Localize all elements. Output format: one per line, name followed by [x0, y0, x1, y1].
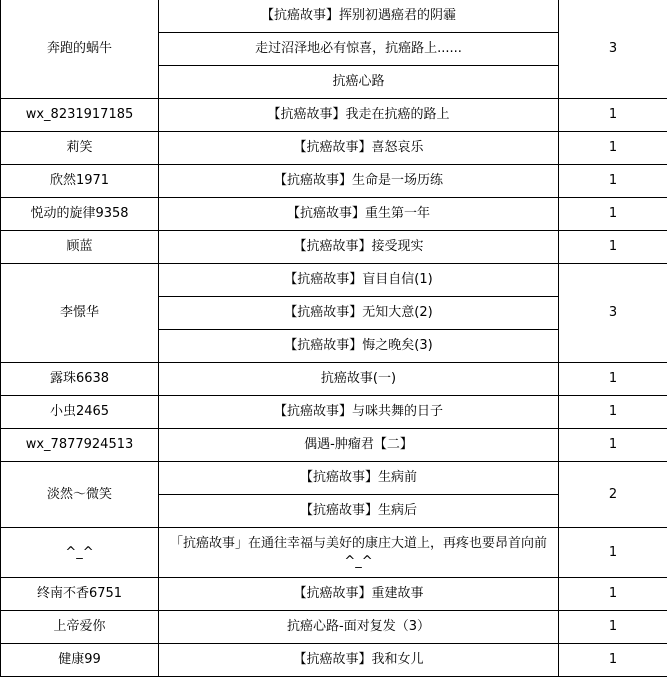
story-count-cell: 1: [559, 363, 667, 396]
story-title-cell: 抗癌心路: [159, 66, 559, 99]
story-count-cell: 1: [559, 396, 667, 429]
table-row: [1, 363, 667, 396]
table-row: [1, 644, 667, 677]
author-cell: ^_^: [1, 528, 159, 578]
author-cell: 莉笑: [1, 132, 159, 165]
story-title-cell: 【抗癌故事】盲目自信(1): [159, 264, 559, 297]
author-cell: 终南不香6751: [1, 578, 159, 611]
author-cell: 欣然1971: [1, 165, 159, 198]
story-title-cell: 【抗癌故事】无知大意(2): [159, 297, 559, 330]
table-row: [1, 165, 667, 198]
story-title-cell: 【抗癌故事】我和女儿: [159, 644, 559, 677]
story-count-cell: 1: [559, 132, 667, 165]
story-count-cell: 1: [559, 231, 667, 264]
author-cell: 奔跑的蜗牛: [1, 0, 159, 99]
author-cell: 健康99: [1, 644, 159, 677]
story-title-cell: 【抗癌故事】我走在抗癌的路上: [159, 99, 559, 132]
author-cell: 顾蓝: [1, 231, 159, 264]
story-count-cell: 1: [559, 198, 667, 231]
story-count-cell: 3: [559, 264, 667, 363]
story-title-cell: 【抗癌故事】接受现实: [159, 231, 559, 264]
story-title-cell: 走过沼泽地必有惊喜，抗癌路上......: [159, 33, 559, 66]
story-title-cell: 抗癌故事(一): [159, 363, 559, 396]
story-title-cell: 【抗癌故事】生命是一场历练: [159, 165, 559, 198]
story-title-cell: 【抗癌故事】与咪共舞的日子: [159, 396, 559, 429]
table-row: [1, 231, 667, 264]
story-count-cell: 1: [559, 578, 667, 611]
story-title-cell: 【抗癌故事】悔之晚矣(3): [159, 330, 559, 363]
table-row: [1, 264, 667, 297]
author-cell: wx_8231917185: [1, 99, 159, 132]
author-cell: 上帝爱你: [1, 611, 159, 644]
table-row: [1, 0, 667, 33]
story-table-body: [1, 0, 667, 677]
table-row: [1, 578, 667, 611]
story-count-cell: 1: [559, 611, 667, 644]
story-title-cell: 【抗癌故事】生病后: [159, 495, 559, 528]
table-row: [1, 429, 667, 462]
story-title-cell: 偶遇-肿瘤君【二】: [159, 429, 559, 462]
story-count-cell: 1: [559, 528, 667, 578]
story-count-cell: 1: [559, 165, 667, 198]
table-row: [1, 198, 667, 231]
story-title-cell: 「抗癌故事」在通往幸福与美好的康庄大道上，再疼也要昂首向前^_^: [159, 528, 559, 578]
story-count-cell: 2: [559, 462, 667, 528]
author-cell: 李憬华: [1, 264, 159, 363]
author-cell: 淡然～微笑: [1, 462, 159, 528]
story-count-cell: 1: [559, 99, 667, 132]
author-cell: 悦动的旋律9358: [1, 198, 159, 231]
author-cell: 小虫2465: [1, 396, 159, 429]
story-title-cell: 【抗癌故事】重生第一年: [159, 198, 559, 231]
author-cell: wx_7877924513: [1, 429, 159, 462]
story-count-cell: 1: [559, 644, 667, 677]
story-title-cell: 【抗癌故事】挥别初遇癌君的阴霾: [159, 0, 559, 33]
table-row: [1, 132, 667, 165]
table-row: [1, 396, 667, 429]
story-title-cell: 【抗癌故事】重建故事: [159, 578, 559, 611]
table-row: [1, 611, 667, 644]
story-title-cell: 【抗癌故事】喜怒哀乐: [159, 132, 559, 165]
table-row: [1, 528, 667, 578]
story-title-cell: 抗癌心路-面对复发（3）: [159, 611, 559, 644]
story-count-cell: 3: [559, 0, 667, 99]
story-count-cell: 1: [559, 429, 667, 462]
author-cell: 露珠6638: [1, 363, 159, 396]
table-row: [1, 99, 667, 132]
story-title-cell: 【抗癌故事】生病前: [159, 462, 559, 495]
table-row: [1, 462, 667, 495]
